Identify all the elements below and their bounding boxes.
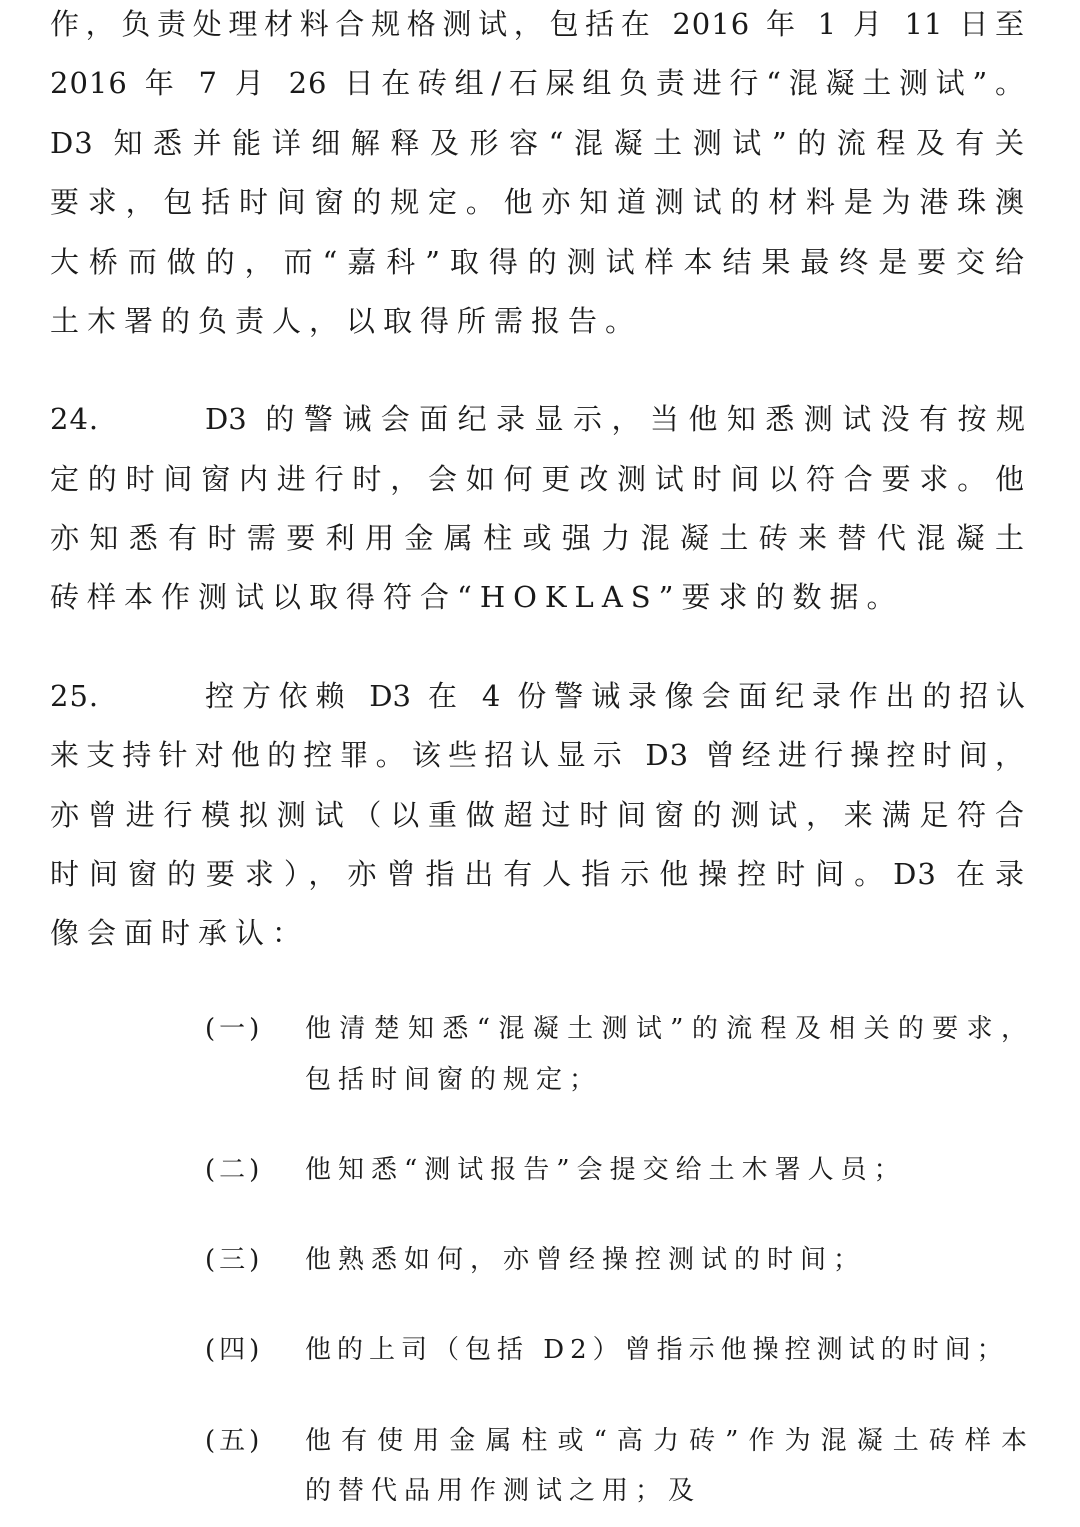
text-line: 来支持针对他的控罪。该些招认显示 D3 曾经进行操控时间，: [50, 738, 1025, 772]
list-item-text: 他清楚知悉“混凝土测试”的流程及相关的要求，: [305, 1014, 1027, 1044]
list-item-text: 他有使用金属柱或“高力砖”作为混凝土砖样本: [305, 1426, 1027, 1456]
text-line: 定的时间窗内进行时，会如何更改测试时间以符合要求。他: [50, 462, 1025, 496]
text-line: D3 的警诫会面纪录显示，当他知悉测试没有按规: [205, 402, 1025, 436]
list-item-text: 的替代品用作测试之用；及: [305, 1476, 702, 1506]
text-line: 时间窗的要求），亦曾指出有人指示他操控时间。D3 在录: [50, 857, 1025, 891]
list-item-label: (三): [205, 1245, 264, 1275]
list-item-text: 他熟悉如何，亦曾经操控测试的时间；: [305, 1245, 867, 1275]
text-line: 控方依赖 D3 在 4 份警诫录像会面纪录作出的招认: [205, 679, 1025, 713]
list-item-label: (五): [205, 1426, 264, 1456]
paragraph-number: 25.: [50, 679, 100, 713]
list-item-label: (一): [205, 1014, 264, 1044]
text-line: 作，负责处理材料合规格测试，包括在 2016 年 1 月 11 日至: [50, 7, 1025, 41]
list-item-text: 他知悉“测试报告”会提交给土木署人员；: [305, 1155, 907, 1185]
list-item-label: (四): [205, 1335, 264, 1365]
text-line: 像会面时承认：: [50, 916, 310, 950]
text-line: 大桥而做的，而“嘉科”取得的测试样本结果最终是要交给: [50, 245, 1025, 279]
text-line: 亦曾进行模拟测试（以重做超过时间窗的测试，来满足符合: [50, 798, 1025, 832]
text-line: D3 知悉并能详细解释及形容“混凝土测试”的流程及有关: [50, 126, 1025, 160]
text-line: 土木署的负责人，以取得所需报告。: [50, 304, 643, 338]
text-line: 亦知悉有时需要利用金属柱或强力混凝土砖来替代混凝土: [50, 521, 1025, 555]
list-item-label: (二): [205, 1155, 264, 1185]
text-line: 砖样本作测试以取得符合“HOKLAS”要求的数据。: [50, 580, 904, 614]
text-line: 要求，包括时间窗的规定。他亦知道测试的材料是为港珠澳: [50, 185, 1025, 219]
list-item-text: 他的上司（包括 D2）曾指示他操控测试的时间；: [305, 1335, 1009, 1365]
paragraph-number: 24.: [50, 402, 100, 436]
list-item-text: 包括时间窗的规定；: [305, 1065, 603, 1095]
text-line: 2016 年 7 月 26 日在砖组/石屎组负责进行“混凝土测试”。: [50, 66, 1025, 100]
